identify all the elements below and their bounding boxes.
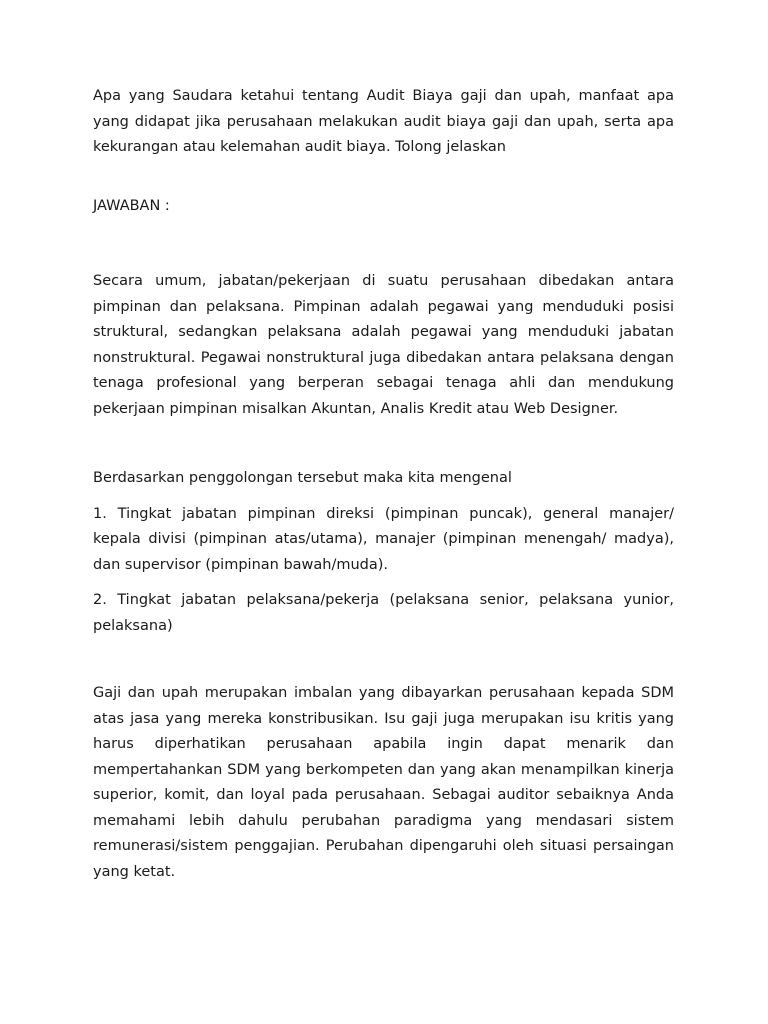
spacer — [93, 578, 674, 588]
list-item-leadership-levels: 1. Tingkat jabatan pimpinan direksi (pimpinan puncak), general manajer/ kepala divisi (pimpinan atas/utama), manajer (pimpinan menengah/ madya), dan supervisor (pimpinan bawah/muda). — [93, 505, 674, 573]
spacer — [93, 422, 674, 466]
spacer — [93, 219, 674, 269]
paragraph-wages: Gaji dan upah merupakan imbalan yang dibayarkan perusahaan kepada SDM atas jasa yang mereka konstribusikan. Isu gaji juga merupakan isu kritis yang harus diperhatikan perusahaan apabila ingin dapat menarik dan mempertahankan SDM yang berkompeten dan yang akan menampilkan kinerja superior, komit, dan loyal pada perusahaan. Sebagai auditor sebaiknya Anda memahami lebih dahulu perubahan paradigma yang mendasari sistem remunerasi/sistem penggajian. Perubahan dipengaruhi oleh situasi persaingan yang ketat. — [93, 685, 674, 880]
answer-heading: JAWABAN : — [93, 197, 170, 214]
spacer — [93, 639, 674, 681]
question-paragraph: Apa yang Saudara ketahui tentang Audit Biaya gaji dan upah, manfaat apa yang didapat jika perusahaan melakukan audit biaya gaji dan upah, serta apa kekurangan atau kelemahan audit biaya. Tolong jelaskan — [93, 88, 674, 155]
document-body — [93, 84, 674, 885]
spacer — [93, 161, 674, 194]
list-item-executor-levels: 2. Tingkat jabatan pelaksana/pekerja (pelaksana senior, pelaksana yunior, pelaksana) — [93, 592, 674, 634]
spacer — [93, 492, 674, 502]
list-intro: Berdasarkan penggolongan tersebut maka kita mengenal — [93, 470, 512, 486]
paragraph-positions: Secara umum, jabatan/pekerjaan di suatu perusahaan dibedakan antara pimpinan dan pelaksana. Pimpinan adalah pegawai yang menduduki posisi struktural, sedangkan pelaksana adalah pegawai yang menduduki jabatan nonstruktural. Pegawai nonstruktural juga dibedakan antara pelaksana dengan tenaga profesional yang berperan sebagai tenaga ahli dan mendukung pekerjaan pimpinan misalkan Akuntan, Analis Kredit atau Web Designer. — [93, 273, 674, 417]
